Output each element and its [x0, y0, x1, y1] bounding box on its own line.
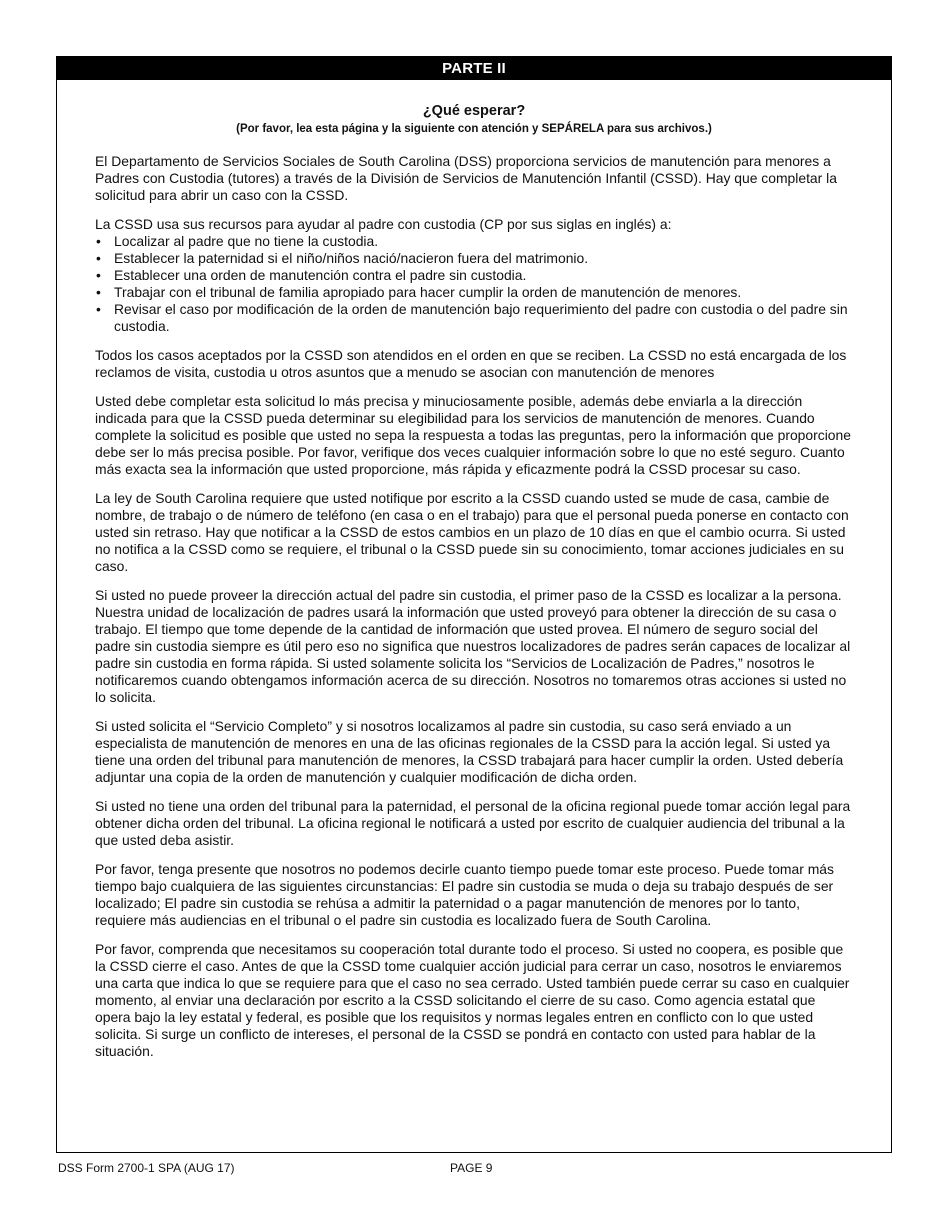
- paragraph-locate-parent: Si usted no puede proveer la dirección actual del padre sin custodia, el primer paso de la CSSD es localizar a la persona. Nuestra unidad de localización de padres usará la información que usted proveyó para obtener la dirección de su casa o trabajo. El tiempo que tome depende de la cantidad de información que usted provea. El número de seguro social del padre sin custodia siempre es útil pero eso no significa que nuestros localizadores de padres serán capaces de localizar al padre sin custodia en forma rápida. Si usted solamente solicita los “Servicios de Localización de Padres,” nosotros le notificaremos cuando obtengamos información acerca de su dirección. Nosotros no tomaremos otras acciones si usted no lo solicita.: [95, 587, 851, 705]
- bullet-icon: •: [96, 267, 101, 283]
- bullet-icon: •: [96, 233, 101, 249]
- bullet-icon: •: [96, 250, 101, 266]
- body-content: [57, 153, 891, 1060]
- bullet-icon: •: [96, 301, 101, 317]
- section-banner: PARTE II: [57, 57, 891, 80]
- paragraph-list-intro: La CSSD usa sus recursos para ayudar al padre con custodia (CP por sus siglas en inglés) a:: [95, 216, 672, 232]
- list-item: • Revisar el caso por modificación de la orden de manutención bajo requerimiento del padre con custodia o del padre sin custodia.: [96, 301, 848, 334]
- bullet-icon: •: [96, 284, 101, 300]
- paragraph-full-service: Si usted solicita el “Servicio Completo” y si nosotros localizamos al padre sin custodia, su caso será enviado a un especialista de manutención de menores en una de las oficinas regionales de la CSSD para la acción legal. Si usted ya tiene una orden del tribunal para manutención de menores, la CSSD trabajará para hacer cumplir la orden. Usted debería adjuntar una copia de la orden de manutención y cualquier modificación de dicha orden.: [95, 718, 844, 785]
- paragraph-intro: El Departamento de Servicios Sociales de South Carolina (DSS) proporciona servicios de manutención para menores a Padres con Custodia (tutores) a través de la División de Servicios de Manutención Infantil (CSSD). Hay que completar la solicitud para abrir un caso con la CSSD.: [95, 153, 837, 203]
- paragraph-cooperation: Por favor, comprenda que necesitamos su cooperación total durante todo el proceso. Si usted no coopera, es posible que la CSSD cierre el caso. Antes de que la CSSD tome cualquier acción judicial para cerrar un caso, nosotros le enviaremos una carta que indica lo que se requiere para que el caso no sea cerrado. Usted también puede cerrar su caso en cualquier momento, al enviar una declaración por escrito a la CSSD solicitando el cierre de su caso. Como agencia estatal que opera bajo la ley estatal y federal, es posible que los requisitos y normas legales entren en conflicto con lo que usted solicita. Si surge un conflicto de intereses, el personal de la CSSD se pondrá en contacto con usted para hablar de la situación.: [95, 941, 850, 1059]
- list-item: • Trabajar con el tribunal de familia apropiado para hacer cumplir la orden de manutención de menores.: [96, 284, 742, 300]
- list-item: • Establecer la paternidad si el niño/niños nació/nacieron fuera del matrimonio.: [96, 250, 589, 266]
- paragraph-paternity-order: Si usted no tiene una orden del tribunal para la paternidad, el personal de la oficina regional puede tomar acción legal para obtener dicha orden del tribunal. La oficina regional le notificará a usted por escrito de cualquier audiencia del tribunal a la que usted deba asistir.: [95, 798, 851, 848]
- paragraph-complete-application: Usted debe completar esta solicitud lo más precisa y minuciosamente posible, además debe enviarla a la dirección indicada para que la CSSD pueda determinar su elegibilidad para los servicios de manutención de menores. Cuando complete la solicitud es posible que usted no sepa la respuesta a todas las preguntas, pero la información que proporcione debe ser lo más precisa posible. Por favor, verifique dos veces cualquier información sobre lo que no esté seguro. Cuanto más exacta sea la información que usted proporcione, más rápida y eficazmente podrá la CSSD procesar su caso.: [95, 393, 851, 477]
- page-title: ¿Qué esperar?: [422, 103, 526, 119]
- form-identifier: DSS Form 2700-1 SPA (AUG 17): [58, 1161, 235, 1175]
- paragraph-case-order: Todos los casos aceptados por la CSSD son atendidos en el orden en que se reciben. La CSSD no está encargada de los reclamos de visita, custodia u otros asuntos que a menudo se asocian con manutención de menores: [95, 347, 847, 380]
- list-item: • Localizar al padre que no tiene la custodia.: [96, 233, 379, 249]
- paragraph-notify-changes: La ley de South Carolina requiere que usted notifique por escrito a la CSSD cuando usted se mude de casa, cambie de nombre, de trabajo o de número de teléfono (en casa o en el trabajo) para que el personal pueda ponerse en contacto con usted sin retraso. Hay que notificar a la CSSD de estos cambios en un plazo de 10 días en que el cambio ocurra. Si usted no notifica a la CSSD como se requiere, el tribunal o la CSSD puede sin su conocimiento, tomar acciones judiciales en su caso.: [95, 490, 849, 574]
- document-frame: [56, 56, 892, 1153]
- page-number: PAGE 9: [450, 1161, 493, 1175]
- list-item: • Establecer una orden de manutención contra el padre sin custodia.: [96, 267, 527, 283]
- paragraph-process-time: Por favor, tenga presente que nosotros no podemos decirle cuanto tiempo puede tomar este proceso. Puede tomar más tiempo bajo cualquiera de las siguientes circunstancias: El padre sin custodia se muda o deja su trabajo después de ser localizado; El padre sin custodia se rehúsa a admitir la paternidad o a pagar manutención de menores por lo tanto, requiere más audiencias en el tribunal o el padre sin custodia es localizado fuera de South Carolina.: [95, 861, 834, 928]
- services-list: [95, 233, 854, 335]
- page-subtitle: (Por favor, lea esta página y la siguiente con atención y SEPÁRELA para sus archivos.): [236, 123, 712, 135]
